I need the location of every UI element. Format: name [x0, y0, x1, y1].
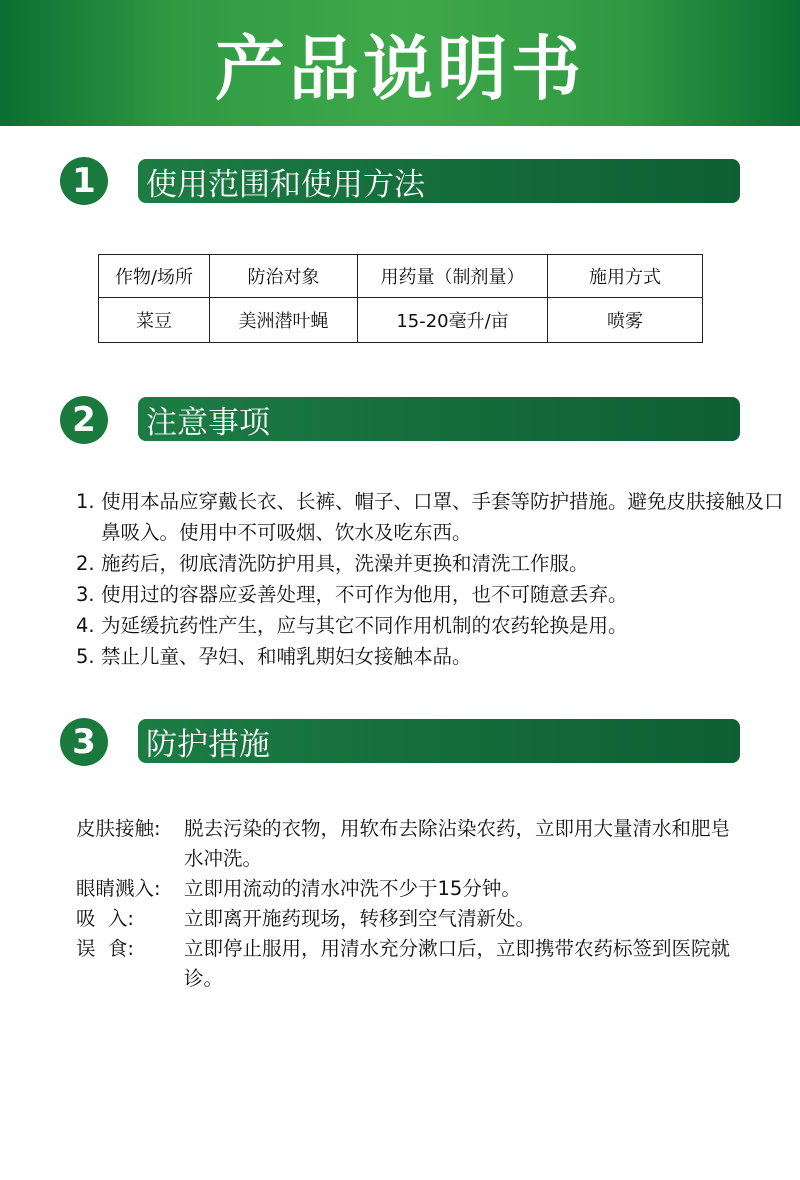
protection-row [76, 874, 776, 904]
notes-list [76, 486, 796, 672]
section-title-notes: 注意事项 [138, 397, 740, 441]
section-number-2: 2 [60, 396, 108, 444]
protection-label: 吸 入: [76, 907, 134, 930]
list-item-text: 使用过的容器应妥善处理，不可作为他用，也不可随意丢弃。 [101, 583, 628, 606]
list-item [76, 579, 796, 610]
table-header-cell: 防治对象 [210, 255, 358, 298]
protection-row [76, 904, 776, 934]
protection-text: 脱去污染的衣物，用软布去除沾染农药，立即用大量清水和肥皂水冲洗。 [184, 817, 731, 870]
list-item [76, 486, 796, 548]
protection-label: 皮肤接触: [76, 817, 161, 840]
table-header-cell: 用药量（制剂量） [358, 255, 548, 298]
list-item [76, 548, 796, 579]
protection-row [76, 934, 776, 994]
table-cell: 喷雾 [548, 298, 703, 343]
list-item-text: 施药后，彻底清洗防护用具，洗澡并更换和清洗工作服。 [101, 552, 589, 575]
list-item [76, 610, 796, 641]
list-item-number: 3. [76, 583, 95, 606]
usage-table [98, 254, 703, 343]
section-number-3: 3 [60, 718, 108, 766]
section-title-protection: 防护措施 [138, 719, 740, 763]
table-row [99, 298, 703, 343]
list-item-number: 5. [76, 645, 95, 668]
table-header-row [99, 255, 703, 298]
page-title: 产品说明书 [215, 27, 585, 110]
protection-text: 立即离开施药现场，转移到空气清新处。 [184, 907, 536, 930]
table-cell: 菜豆 [99, 298, 210, 343]
table-header-cell: 作物/场所 [99, 255, 210, 298]
list-item-text: 使用本品应穿戴长衣、长裤、帽子、口罩、手套等防护措施。避免皮肤接触及口鼻吸入。使用中不可吸烟、饮水及吃东西。 [101, 490, 784, 544]
page-header [0, 0, 800, 126]
list-item-number: 1. [76, 490, 95, 513]
list-item-text: 禁止儿童、孕妇、和哺乳期妇女接触本品。 [101, 645, 472, 668]
section-number-1: 1 [60, 157, 108, 205]
protection-text: 立即用流动的清水冲洗不少于15分钟。 [184, 877, 521, 900]
protection-label: 眼睛溅入: [76, 877, 161, 900]
protection-list [76, 814, 776, 994]
table-cell: 15-20毫升/亩 [358, 298, 548, 343]
table-header-cell: 施用方式 [548, 255, 703, 298]
protection-text: 立即停止服用，用清水充分漱口后，立即携带农药标签到医院就诊。 [184, 937, 731, 990]
protection-row [76, 814, 776, 874]
list-item-number: 4. [76, 614, 95, 637]
table-cell: 美洲潜叶蝇 [210, 298, 358, 343]
section-title-usage: 使用范围和使用方法 [138, 159, 740, 203]
protection-label: 误 食: [76, 937, 134, 960]
list-item-text: 为延缓抗药性产生，应与其它不同作用机制的农药轮换是用。 [101, 614, 628, 637]
list-item-number: 2. [76, 552, 95, 575]
list-item [76, 641, 796, 672]
